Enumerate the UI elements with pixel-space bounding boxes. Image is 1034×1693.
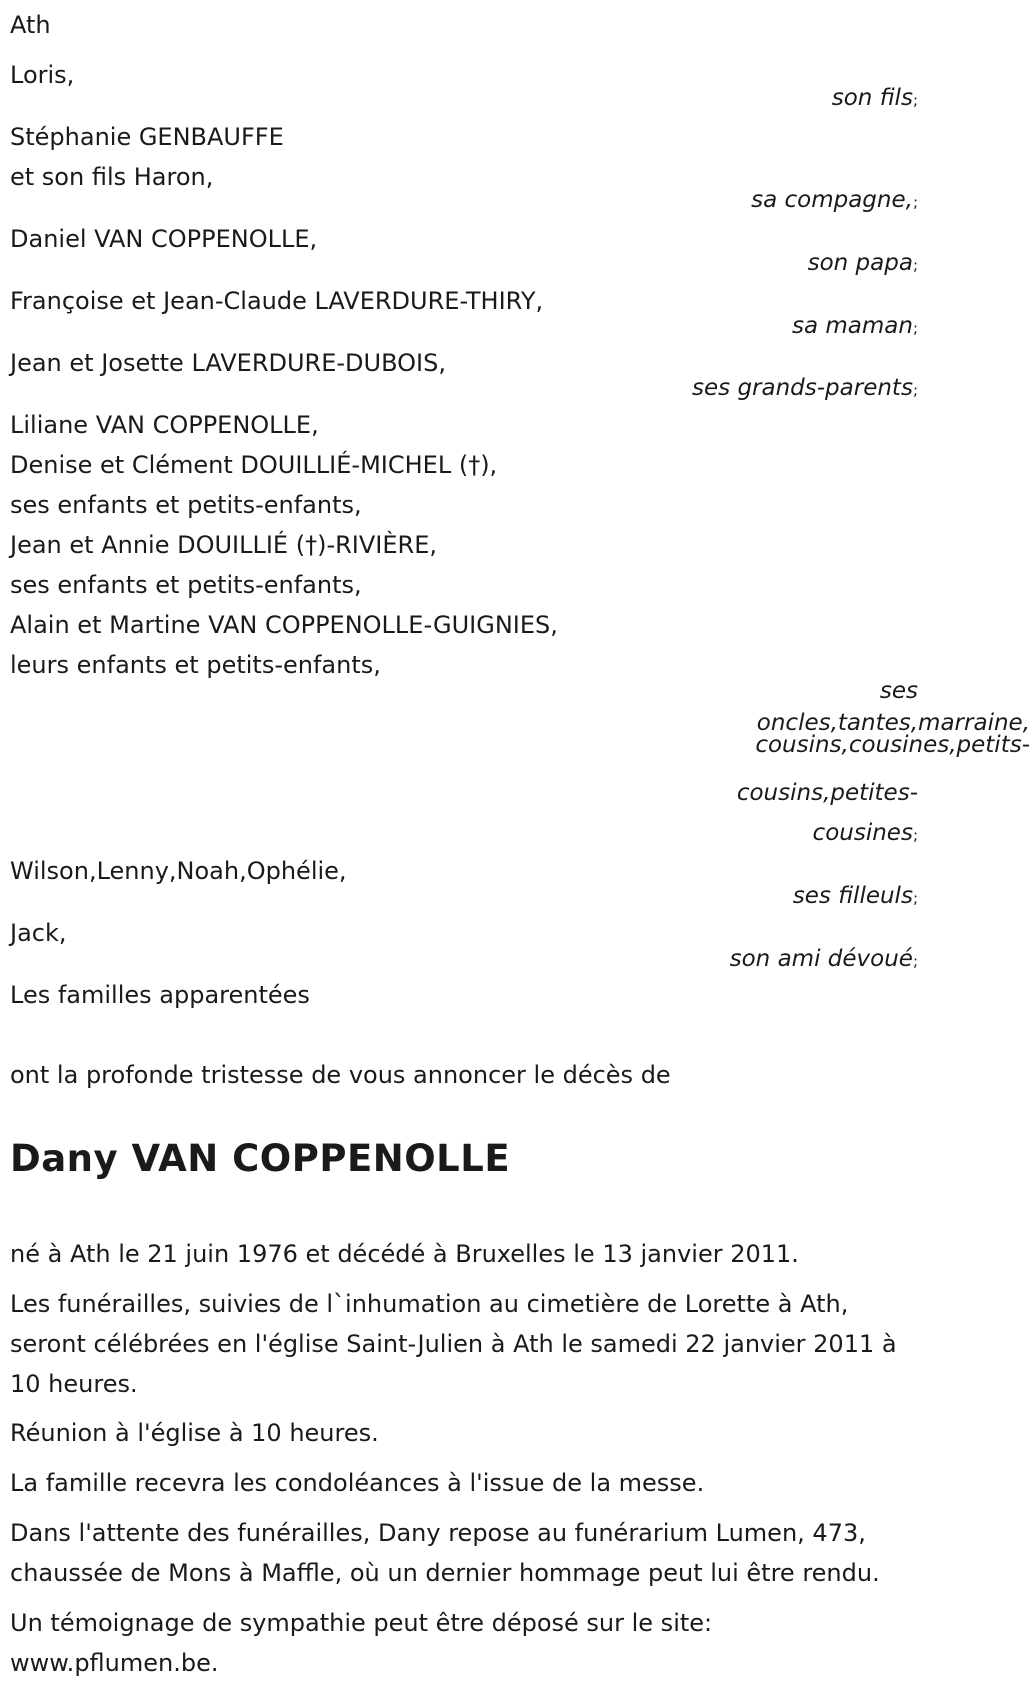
family-name-line: ses enfants et petits-enfants, (10, 491, 362, 519)
family-name-line: Liliane VAN COPPENOLLE, (10, 411, 319, 439)
relation-label: oncles,tantes,marraine, (756, 710, 1030, 736)
announcement-line: seront célébrées en l'église Saint-Julien à Ath le samedi 22 janvier 2011 à (10, 1330, 897, 1358)
family-name-line: Jack, (10, 919, 67, 947)
relation-label: son fils; (831, 85, 918, 111)
relation-label: sa maman; (791, 313, 918, 339)
announcement-line: Les funérailles, suivies de l`inhumation au cimetière de Lorette à Ath, (10, 1290, 849, 1318)
announcement-line: Un témoignage de sympathie peut être déposé sur le site: (10, 1609, 713, 1637)
family-name-line: Jean et Josette LAVERDURE-DUBOIS, (10, 349, 446, 377)
family-name-line: ses enfants et petits-enfants, (10, 571, 362, 599)
announcement-line: né à Ath le 21 juin 1976 et décédé à Bruxelles le 13 janvier 2011. (10, 1240, 799, 1268)
family-name-line: Wilson,Lenny,Noah,Ophélie, (10, 857, 347, 885)
relation-label: ses filleuls; (792, 883, 918, 909)
relation-label: son ami dévoué; (729, 946, 918, 972)
deceased-name: Dany VAN COPPENOLLE (10, 1137, 511, 1180)
announcement-line: 10 heures. (10, 1370, 138, 1398)
announcement-intro: ont la profonde tristesse de vous annoncer le décès de (10, 1061, 671, 1089)
family-name-line: Françoise et Jean-Claude LAVERDURE-THIRY, (10, 287, 544, 315)
announcement-line: La famille recevra les condoléances à l'issue de la messe. (10, 1469, 705, 1497)
announcement-line: Dans l'attente des funérailles, Dany repose au funérarium Lumen, 473, (10, 1519, 866, 1547)
relation-label: cousins,petites- (736, 780, 918, 806)
website-link[interactable]: www.pflumen.be. (10, 1649, 219, 1677)
relation-label: sa compagne,; (751, 187, 918, 213)
relation-label: son papa; (807, 250, 918, 276)
city-heading: Ath (10, 11, 51, 39)
relation-label: cousines; (812, 820, 918, 846)
relation-label: cousins,cousines,petits- (755, 732, 1030, 758)
relation-label: ses grands-parents; (692, 375, 918, 401)
family-name-line: Daniel VAN COPPENOLLE, (10, 225, 318, 253)
family-name-line: Denise et Clément DOUILLIÉ-MICHEL (†), (10, 451, 498, 479)
announcement-line: Réunion à l'église à 10 heures. (10, 1419, 379, 1447)
family-name-line: Loris, (10, 61, 75, 89)
family-name-line: Stéphanie GENBAUFFE (10, 123, 284, 151)
family-name-line: Les familles apparentées (10, 981, 310, 1009)
relation-label: ses (879, 678, 918, 704)
announcement-line: chaussée de Mons à Maffle, où un dernier hommage peut lui être rendu. (10, 1559, 880, 1587)
family-name-line: leurs enfants et petits-enfants, (10, 651, 381, 679)
family-name-line: Jean et Annie DOUILLIÉ (†)-RIVIÈRE, (10, 531, 437, 559)
family-name-line: Alain et Martine VAN COPPENOLLE-GUIGNIES, (10, 611, 558, 639)
family-name-line: et son fils Haron, (10, 163, 214, 191)
